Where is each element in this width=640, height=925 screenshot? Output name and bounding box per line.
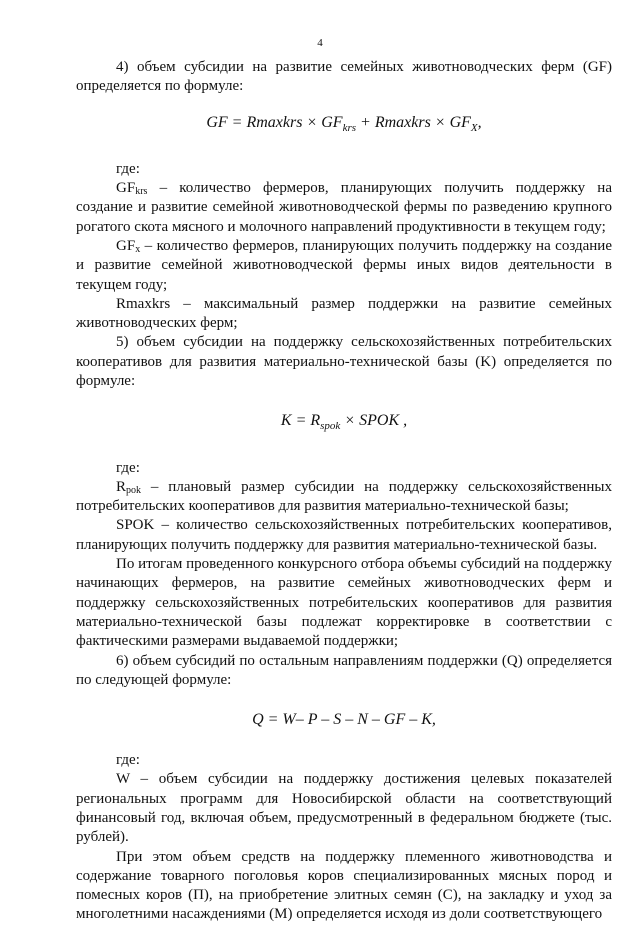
formula-k-rest: × SPOK , [340,412,408,430]
paragraph-k-intro: 5) объем субсидии на поддержку сельскохозяйственных потребительских кооперативов для развития материально-технической базы (K) определяется по формуле: [76,334,612,390]
symbol-r: R [116,478,127,495]
where-label-1: где: [116,160,140,177]
where-label-2: где: [116,459,140,476]
formula-q [76,710,612,729]
formula-gf-sub-x: X [470,121,478,134]
paragraph-q-intro: 6) объем субсидий по остальным направлениям поддержки (Q) определяется по следующей формуле: [76,652,612,688]
formula-gf-sub-krs: krs [342,121,357,134]
symbol-r-sub-pok: pok [126,484,142,496]
definition-rpok-text: – плановый размер субсидии на поддержку сельскохозяйственных потребительских кооперативов для развития материально-технической базы; [76,478,612,515]
formula-q-text: Q = W– P – S – N – GF – K, [252,711,436,729]
definition-gfkrs-text: – количество фермеров, планирующих получить поддержку на создание и развитие семейной животноводческой фермы по разведению крупного рогатого скота мясного и молочного направлений продуктивности в текущем году; [76,180,612,235]
where-label-3: где: [116,752,140,769]
symbol-gf-x: GF [116,237,136,254]
paragraph-gf-intro: 4) объем субсидии на развитие семейных животноводческих ферм (GF) определяется по формуле: [76,59,612,95]
formula-gf-end: , [477,113,482,131]
symbol-gf-sub-krs: krs [135,186,148,198]
formula-k-lhs: K = R [280,412,321,430]
formula-gf [76,113,612,138]
formula-k-sub-spok: spok [320,420,341,433]
paragraph-adjustment: По итогам проведенного конкурсного отбора объемы субсидий на поддержку начинающих фермеров, на развитие семейных животноводческих ферм и поддержку сельскохозяйственных потребительских кооперативов для развития материально-технической базы подлежат корректировке в соответствии с фактическими размерами выдаваемой поддержки; [76,556,612,650]
definition-gfx [76,237,612,295]
symbol-gf: GF [116,180,136,197]
page-number: 4 [317,37,323,49]
formula-gf-lhs: GF = Rmaxkrs × GF [206,113,343,131]
formula-gf-mid: + Rmaxkrs × GF [356,113,471,131]
symbol-gf-sub-x: x [135,243,141,255]
definition-rmaxkrs: Rmaxkrs – максимальный размер поддержки на развитие семейных животноводческих ферм; [76,295,612,332]
paragraph-breeding: При этом объем средств на поддержку племенного животноводства и содержание товарного поголовья коров специализированных мясных пород и помесных коров (П), на приобретение элитных семян (С), на закладку и уход за многолетними насаждениями (М) определяется исходя из доли соответствующего [76,848,612,923]
definition-w: W – объем субсидии на поддержку достижения целевых показателей региональных программ для Новосибирской области на соответствующий финансовый год, включая объем, предусмотренный в федеральном бюджете (тыс. рублей). [76,771,612,846]
definition-spok: SPOK – количество сельскохозяйственных потребительских кооперативов, планирующих получить поддержку для развития материально-технической базы. [76,517,612,553]
definition-gfx-text: – количество фермеров, планирующих получить поддержку на создание и развитие семейной животноводческой фермы иных видов деятельности в текущем году; [76,237,612,293]
formula-k [76,411,612,436]
definition-gfkrs [76,179,612,237]
document-body [76,58,612,925]
definition-rpok [76,478,612,517]
